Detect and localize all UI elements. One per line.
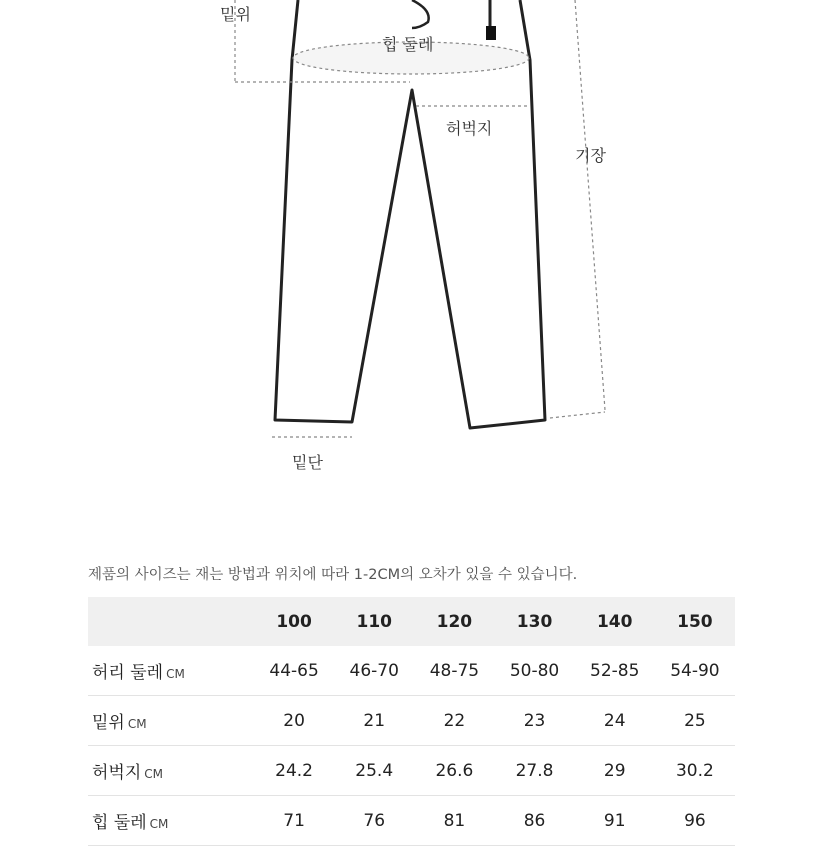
- unit-label: CM: [149, 817, 169, 831]
- table-cell: 76: [334, 796, 414, 846]
- length-label: 기장: [575, 146, 606, 165]
- table-cell: 26.6: [414, 746, 494, 796]
- table-cell: 30.2: [655, 746, 735, 796]
- table-cell: 54-90: [655, 646, 735, 696]
- table-cell: 86: [494, 796, 574, 846]
- row-label: 허리 둘레 CM: [88, 646, 254, 696]
- size-header-cell: 100: [276, 611, 312, 632]
- size-header-row: [88, 597, 735, 646]
- table-row-hip: [88, 796, 735, 846]
- size-header-cell: 150: [677, 611, 713, 632]
- size-header-cell: 120: [436, 611, 473, 632]
- table-cell: 27.8: [494, 746, 574, 796]
- table-cell: 48-75: [414, 646, 494, 696]
- table-row-waist: [88, 646, 735, 696]
- table-cell: 21: [334, 696, 414, 746]
- table-cell: 22: [414, 696, 494, 746]
- unit-label: CM: [166, 667, 185, 681]
- unit-label: CM: [127, 717, 147, 731]
- table-cell: 81: [414, 796, 494, 846]
- table-cell: 52-85: [575, 646, 655, 696]
- size-header-cell: 110: [356, 611, 392, 632]
- size-header-cell: 130: [516, 611, 553, 632]
- table-cell: 24: [575, 696, 655, 746]
- table-cell: 71: [254, 796, 334, 846]
- row-label: 허벅지 CM: [88, 746, 254, 796]
- header-corner-cell: [88, 597, 254, 646]
- size-header-cell: 140: [596, 611, 633, 632]
- size-chart-table: [88, 597, 735, 846]
- table-row-thigh: [88, 746, 735, 796]
- table-cell: 29: [575, 746, 655, 796]
- size-disclaimer-note: 제품의 사이즈는 재는 방법과 위치에 따라 1-2CM의 오차가 있을 수 있습니다.: [88, 567, 578, 583]
- row-label: 밑위 CM: [88, 696, 254, 746]
- rise-label: 밑위: [220, 5, 251, 24]
- table-cell: 25: [655, 696, 735, 746]
- table-cell: 25.4: [334, 746, 414, 796]
- thigh-label: 허벅지: [446, 119, 493, 138]
- table-cell: 44-65: [254, 646, 334, 696]
- table-cell: 91: [575, 796, 655, 846]
- pocket-detail: [412, 0, 429, 28]
- hip-label: 힙 둘레: [382, 35, 434, 54]
- table-cell: 20: [254, 696, 334, 746]
- table-cell: 96: [655, 796, 735, 846]
- unit-label: CM: [144, 767, 164, 781]
- drawstring-icon: [486, 0, 496, 40]
- table-cell: 46-70: [334, 646, 414, 696]
- length-measure-line: [550, 0, 605, 418]
- row-label: 힙 둘레 CM: [88, 796, 254, 846]
- table-row-rise: [88, 696, 735, 746]
- table-cell: 24.2: [254, 746, 334, 796]
- table-cell: 23: [494, 696, 574, 746]
- table-cell: 50-80: [494, 646, 574, 696]
- hem-label: 밑단: [292, 453, 323, 472]
